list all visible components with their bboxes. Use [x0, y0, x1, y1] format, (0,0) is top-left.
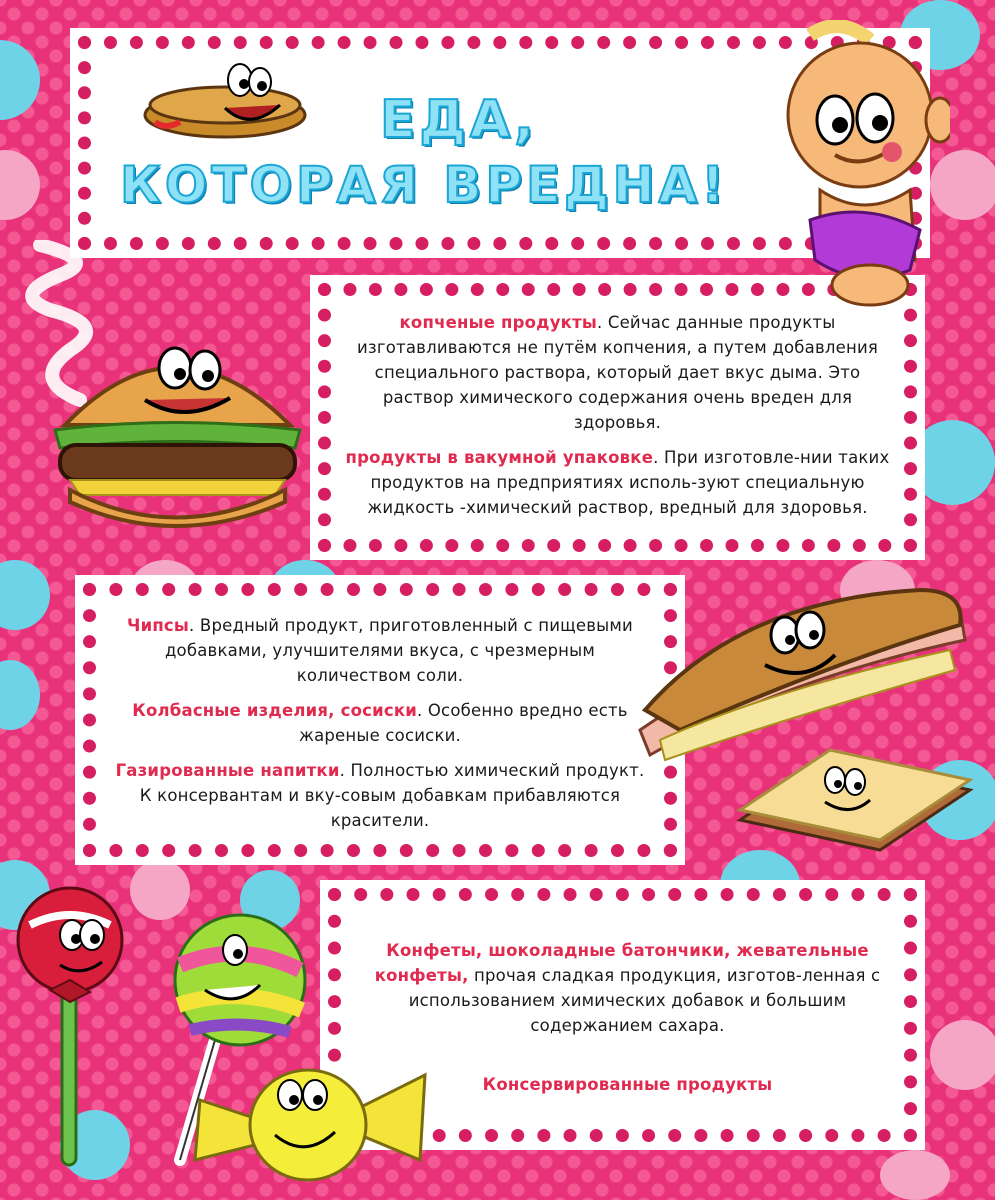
- text-soda: . Полностью химический продукт. К консервантам и вку-совым добавкам прибавляются красители.: [139, 761, 645, 830]
- title-line-2: КОТОРАЯ ВРЕДНА!: [120, 156, 729, 214]
- heading-smoked: копченые продукты: [399, 313, 597, 332]
- bg-dot: [0, 560, 50, 630]
- bg-dot: [0, 40, 40, 120]
- lollipop-red-icon: [10, 880, 130, 1170]
- heading-canned: Консервированные продукты: [482, 1075, 773, 1094]
- text-smoked: . Сейчас данные продукты изготавливаются не путём копчения, а путем добавления специального раствора, который дает вкус дыма. Это раствор химического содержания очень вреден для здоровья.: [356, 313, 879, 432]
- info-text: [345, 310, 890, 530]
- info-text: [355, 938, 900, 1107]
- bg-dot: [880, 1150, 950, 1200]
- info-panel-smoked: [310, 275, 925, 560]
- bg-dot: [0, 150, 40, 220]
- heading-sausages: Колбасные изделия, сосиски: [132, 701, 417, 720]
- text-sweets: прочая сладкая продукция, изготов-ленная с использованием химических добавок и большим содержанием сахара.: [408, 966, 881, 1035]
- toast-icon: [730, 740, 980, 860]
- title-line-1: ЕДА,: [380, 90, 538, 150]
- info-panel-chips: [75, 575, 685, 865]
- heading-chips: Чипсы: [127, 616, 190, 635]
- heading-sweets: Конфеты, шоколадные батончики, жевательные конфеты,: [374, 941, 869, 985]
- text-chips: . Вредный продукт, приготовленный с пищевыми добавками, улучшителями вкуса, с чрезмерным количеством соли.: [164, 616, 633, 685]
- bg-dot: [0, 660, 40, 730]
- baby-icon: [780, 20, 950, 310]
- heading-soda: Газированные напитки: [115, 761, 340, 780]
- text-sausages: . Особенно вредно есть жареные сосиски.: [299, 701, 628, 745]
- burger-icon: [40, 330, 310, 540]
- info-text: [115, 613, 645, 843]
- text-vacuum: . При изготовле-нии таких продуктов на предприятиях исполь-зуют специальную жидкость -химический раствор, вредный для здоровья.: [367, 448, 890, 517]
- heading-vacuum: продукты в вакумной упаковке: [345, 448, 654, 467]
- hotdog-icon: [140, 60, 310, 150]
- bg-dot: [930, 1020, 995, 1090]
